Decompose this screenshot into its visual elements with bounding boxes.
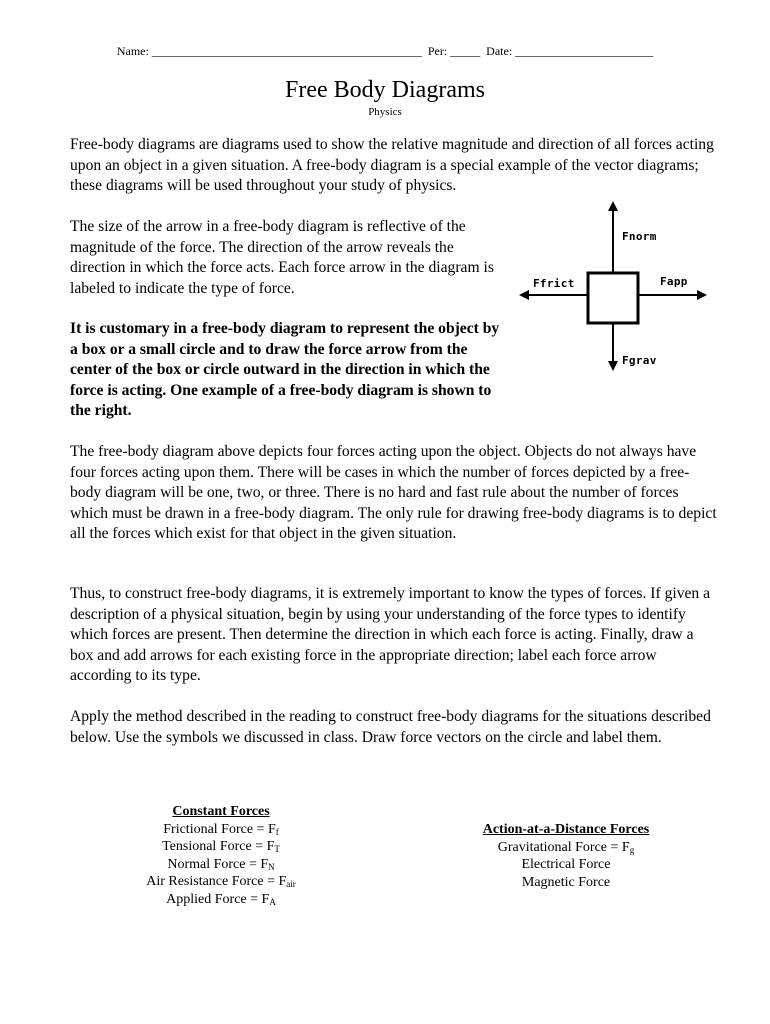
list-item: Normal Force = $F_N$ (167, 856, 275, 872)
convention-paragraph: It is customary in a free-body diagram to represent the object by a box or a small circle and to draw the force arrow from the center of the box or circle outward in the direction in which the force is acting. One example of a free-body diagram is shown to the right. (70, 320, 500, 419)
applied-force-arrowhead (697, 290, 707, 300)
intro-paragraph: Free-body diagrams are diagrams used to show the relative magnitude and direction of all forces acting upon an object in a given situation. A free-body diagram is a special example of the vector diagrams; these diagrams will be used throughout your study of physics. (70, 136, 714, 194)
object-box (588, 273, 638, 323)
list-item: Magnetic Force (521, 874, 611, 890)
list-item: Frictional Force = $F_f$ (163, 821, 279, 837)
name-period-date-line: Name: _____________________________________________ Per: _____ Date: _______________________ (116, 44, 654, 58)
page-subtitle: Physics (368, 106, 402, 118)
list-item: Air Resistance Force = $F_{air}$ (146, 874, 296, 890)
fnorm-label: Fnorm (622, 230, 657, 243)
constant-forces-list (110, 803, 332, 909)
list-item: Gravitational Force = $F_g$ (497, 839, 635, 855)
distance-forces-heading: Action-at-a-Distance Forces (482, 822, 650, 837)
constant-forces-heading: Constant Forces (172, 804, 270, 819)
instructions-paragraph: Apply the method described in the reading to construct free-body diagrams for the situations described below. Use the symbols we discussed in class. Draw force vectors on the circle and label them. (70, 708, 711, 746)
list-item: Tensional Force = $F_T$ (162, 839, 280, 855)
fapp-label: Fapp (660, 275, 688, 288)
four-forces-paragraph: The free-body diagram above depicts four forces acting upon the object. Objects do not always have four forces acting upon them. There will be cases in which the number of forces depicted by a free-body diagram will be one, two, or three. There is no hard and fast rule about the number of forces which must be drawn in a free-body diagram. The only rule for drawing free-body diagrams is to depict all the forces which exist for that object in the given situation. (70, 443, 717, 542)
list-item: Applied Force = $F_A$ (166, 891, 276, 907)
gravity-force-arrowhead (608, 361, 618, 371)
fgrav-label: Fgrav (622, 354, 657, 367)
friction-force-arrowhead (519, 290, 529, 300)
list-item: Electrical Force (521, 857, 611, 873)
distance-forces-list (450, 821, 682, 891)
ffrict-label: Ffrict (533, 277, 575, 290)
page-title: Free Body Diagrams (285, 77, 485, 103)
normal-force-arrowhead (608, 201, 618, 211)
construct-paragraph: Thus, to construct free-body diagrams, it is extremely important to know the types of forces. If given a description of a physical situation, begin by using your understanding of the force types to identify which forces are present. Then determine the direction in which each force is acting. Finally, draw a box and add arrows for each existing force in the appropriate direction; label each force arrow according to its type. (70, 585, 711, 684)
arrow-size-paragraph: The size of the arrow in a free-body diagram is reflective of the magnitude of the force. The direction of the arrow reveals the direction in which the force acts. Each force arrow in the diagram is labeled to indicate the type of force. (70, 218, 494, 297)
